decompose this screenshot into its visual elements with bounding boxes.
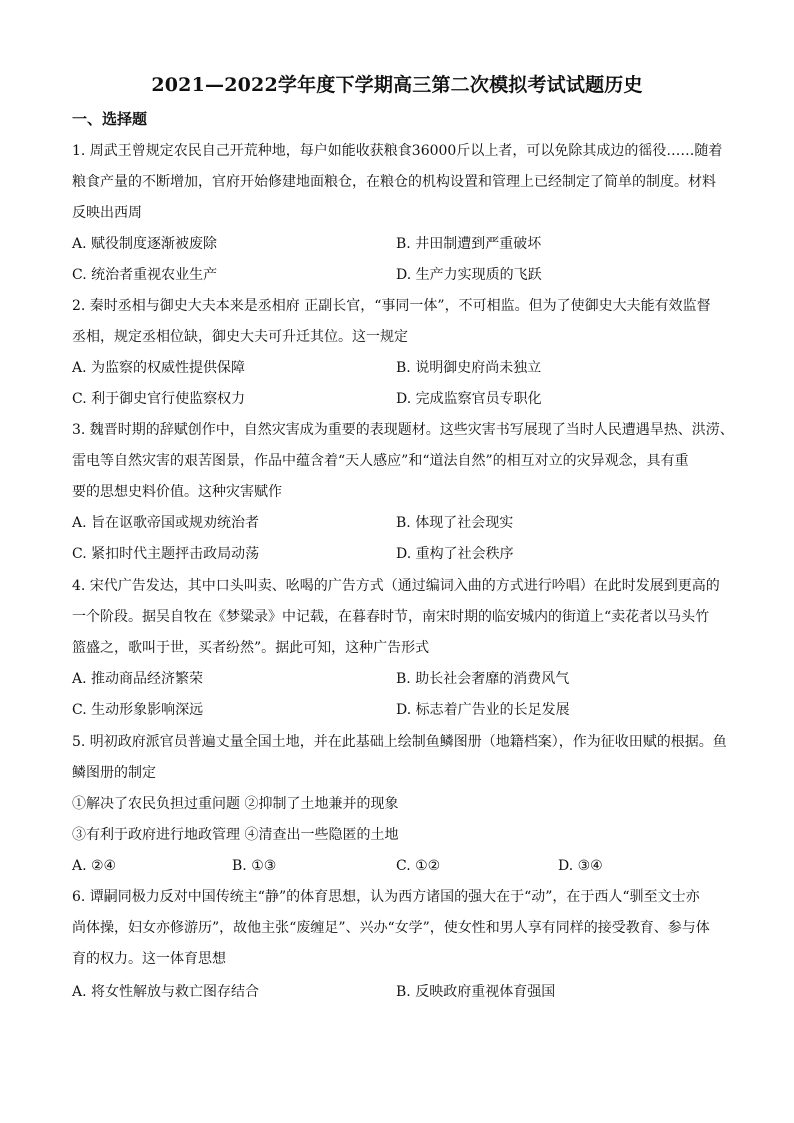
exam-title: 2021—2022学年度下学期高三第二次模拟考试试题历史 — [151, 74, 643, 96]
question-1-options — [72, 229, 724, 291]
question-2-options — [72, 353, 724, 415]
question-line: 鳞图册的制定 — [72, 765, 156, 781]
option-d[interactable]: D. 完成监察官员专职化 — [396, 391, 542, 407]
question-line: 一个阶段。据吴自牧在《梦粱录》中记载，在暮春时节，南宋时期的临安城内的街道上“卖花者以马头竹 — [72, 609, 710, 625]
option-c[interactable]: C. ①② — [396, 858, 441, 874]
question-line: 尚体操，妇女亦修游历”，故他主张“废缠足”、兴办“女学”，使女性和男人享有同样的接受教育、参与体 — [72, 920, 710, 936]
option-c[interactable]: C. 生动形象影响深远 — [72, 702, 204, 718]
question-4-options — [72, 664, 724, 726]
question-3-stem — [72, 415, 734, 508]
option-a[interactable]: A. 为监察的权威性提供保障 — [72, 360, 246, 376]
question-5-stem — [72, 727, 727, 851]
option-d[interactable]: D. 生产力实现质的飞跃 — [396, 267, 542, 283]
option-b[interactable]: B. 助长社会奢靡的消费风气 — [396, 671, 570, 687]
question-line: 要的思想史料价值。这种灾害赋作 — [72, 484, 282, 500]
option-c[interactable]: C. 利于御史官行使监察权力 — [72, 391, 246, 407]
question-line: 雷电等自然灾害的艰苦图景，作品中蕴含着“天人感应”和“道法自然”的相互对立的灾异观念，具有重 — [72, 453, 689, 469]
question-line: 反映出西周 — [72, 205, 142, 221]
option-a[interactable]: A. 赋役制度逐渐被废除 — [72, 236, 218, 252]
question-6-stem — [72, 882, 724, 975]
question-2-stem — [72, 291, 724, 353]
question-statement: ①解决了农民负担过重问题 ②抑制了土地兼并的现象 — [72, 796, 399, 812]
option-c[interactable]: C. 统治者重视农业生产 — [72, 267, 218, 283]
question-1-stem — [72, 136, 724, 229]
option-a[interactable]: A. 将女性解放与救亡图存结合 — [72, 984, 260, 1000]
option-b[interactable]: B. ①③ — [232, 858, 277, 874]
question-line: 丞相，规定丞相位缺，御史大夫可升迁其位。这一规定 — [72, 329, 408, 345]
option-a[interactable]: A. 推动商品经济繁荣 — [72, 671, 204, 687]
question-6-options — [72, 977, 724, 1008]
question-line: 篮盛之，歌叫于世，买者纷然”。据此可知，这种广告形式 — [72, 640, 430, 656]
question-3-options — [72, 508, 724, 570]
option-b[interactable]: B. 说明御史府尚未独立 — [396, 360, 542, 376]
option-d[interactable]: D. ③④ — [558, 858, 603, 874]
section-heading: 一、选择题 — [72, 110, 148, 128]
question-line: 3. 魏晋时期的辞赋创作中，自然灾害成为重要的表现题材。这些灾害书写展现了当时人民遭遇旱热、洪涝、 — [72, 422, 734, 438]
option-a[interactable]: A. 旨在讴歌帝国或规劝统治者 — [72, 515, 260, 531]
question-line: 4. 宋代广告发达，其中口头叫卖、吆喝的广告方式（通过编词入曲的方式进行吟唱）在此时发展到更高的 — [72, 578, 720, 594]
question-line: 粮食产量的不断增加，官府开始修建地面粮仓，在粮仓的机构设置和管理上已经制定了简单的制度。材料 — [72, 174, 716, 190]
option-a[interactable]: A. ②④ — [72, 858, 117, 874]
question-line: 6. 谭嗣同极力反对中国传统主“静”的体育思想，认为西方诸国的强大在于“动”，在于西人“驯至文士亦 — [72, 889, 700, 905]
question-line: 1. 周武王曾规定农民自己开荒种地，每户如能收获粮食36000斤以上者，可以免除其成边的徭役……随着 — [72, 143, 723, 159]
question-line: 2. 秦时丞相与御史大夫本来是丞相府 正副长官，“事同一体”，不可相监。但为了使御史大夫能有效监督 — [72, 298, 711, 314]
question-4-stem — [72, 571, 724, 664]
option-b[interactable]: B. 反映政府重视体育强国 — [396, 984, 556, 1000]
question-line: 育的权力。这一体育思想 — [72, 951, 226, 967]
option-d[interactable]: D. 标志着广告业的长足发展 — [396, 702, 570, 718]
option-b[interactable]: B. 井田制遭到严重破坏 — [396, 236, 542, 252]
option-b[interactable]: B. 体现了社会现实 — [396, 515, 514, 531]
question-5-options — [72, 851, 724, 882]
option-d[interactable]: D. 重构了社会秩序 — [396, 546, 514, 562]
question-line: 5. 明初政府派官员普遍丈量全国土地，并在此基础上绘制鱼鳞图册（地籍档案），作为征收田赋的根据。鱼 — [72, 734, 727, 750]
option-c[interactable]: C. 紧扣时代主题抨击政局动荡 — [72, 546, 260, 562]
question-statement: ③有利于政府进行地政管理 ④清查出一些隐匿的土地 — [72, 827, 399, 843]
